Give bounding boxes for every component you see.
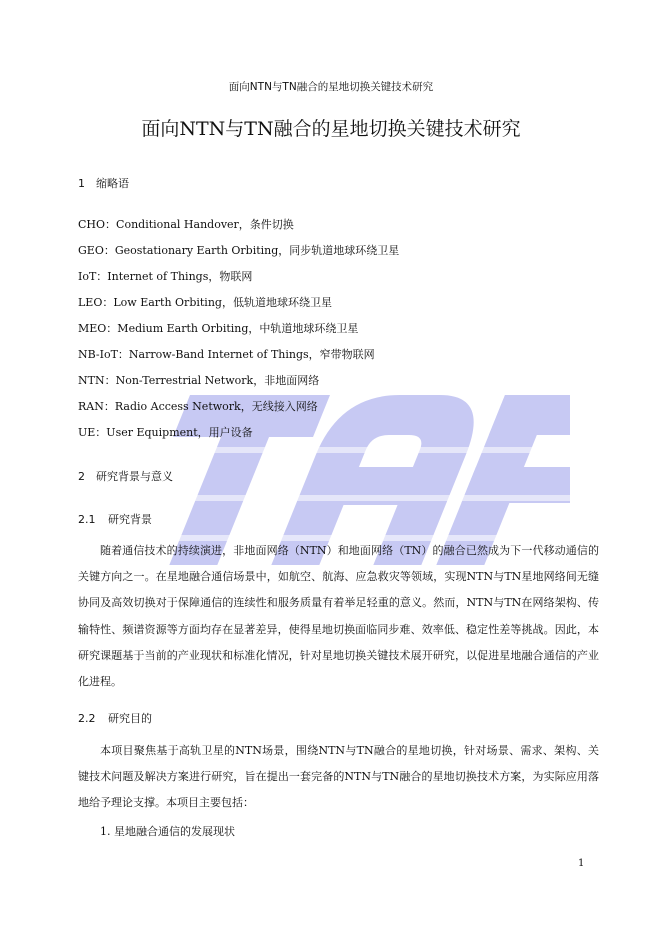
section-title: 研究背景 bbox=[108, 513, 152, 526]
abbreviation-item: NB-IoT：Narrow-Band Internet of Things，窄带物联网 bbox=[78, 348, 375, 361]
section-number: 1 bbox=[78, 177, 85, 190]
section-number: 2.1 bbox=[78, 513, 96, 526]
section-title: 缩略语 bbox=[96, 177, 129, 190]
section-heading-background bbox=[78, 468, 173, 484]
abbreviation-item: GEO：Geostationary Earth Orbiting，同步轨道地球环绕卫星 bbox=[78, 244, 400, 257]
abbreviation-item: IoT：Internet of Things，物联网 bbox=[78, 270, 253, 283]
section-number: 2.2 bbox=[78, 712, 96, 725]
abbreviation-item: CHO：Conditional Handover，条件切换 bbox=[78, 218, 294, 231]
section-number: 2 bbox=[78, 470, 85, 483]
section-title: 研究背景与意义 bbox=[96, 470, 173, 483]
section-heading-abbreviations bbox=[78, 175, 129, 191]
abbreviation-item: UE：User Equipment，用户设备 bbox=[78, 426, 253, 439]
list-item: 1. 星地融合通信的发展现状 bbox=[100, 825, 235, 838]
abbreviation-item: MEO：Medium Earth Orbiting，中轨道地球环绕卫星 bbox=[78, 322, 359, 335]
abbreviation-item: NTN：Non-Terrestrial Network，非地面网络 bbox=[78, 374, 320, 387]
subsection-heading-research-purpose bbox=[78, 710, 152, 726]
subsection-heading-research-background bbox=[78, 511, 152, 527]
abbreviation-item: RAN：Radio Access Network，无线接入网络 bbox=[78, 400, 318, 413]
page-number: 1 bbox=[578, 858, 585, 869]
section-title: 研究目的 bbox=[108, 712, 152, 725]
paragraph-research-background: 随着通信技术的持续演进，非地面网络（NTN）和地面网络（TN）的融合已然成为下一代移动通信的关键方向之一。在星地融合通信场景中，如航空、航海、应急救灾等领域，实现NTN与TN星地网络间无缝协同及高效切换对于保障通信的连续性和服务质量有着举足轻重的意义。然而，NTN与TN在网络架构、传输特性、频谱资源等方面均存在显著差异，使得星地切换面临同步难、效率低、稳定性差等挑战。因此，本研究课题基于当前的产业现状和标准化情况，针对星地切换关键技术展开研究，以促进星地融合通信的产业化进程。 bbox=[78, 544, 599, 689]
paragraph-research-purpose: 本项目聚焦基于高轨卫星的NTN场景，围绕NTN与TN融合的星地切换，针对场景、需求、架构、关键技术问题及解决方案进行研究，旨在提出一套完备的NTN与TN融合的星地切换技术方案，为实际应用落地给予理论支撑。本项目主要包括： bbox=[78, 744, 599, 810]
running-header: 面向NTN与TN融合的星地切换关键技术研究 bbox=[228, 81, 434, 93]
page-title: 面向NTN与TN融合的星地切换关键技术研究 bbox=[141, 118, 521, 140]
abbreviation-item: LEO：Low Earth Orbiting，低轨道地球环绕卫星 bbox=[78, 296, 332, 309]
